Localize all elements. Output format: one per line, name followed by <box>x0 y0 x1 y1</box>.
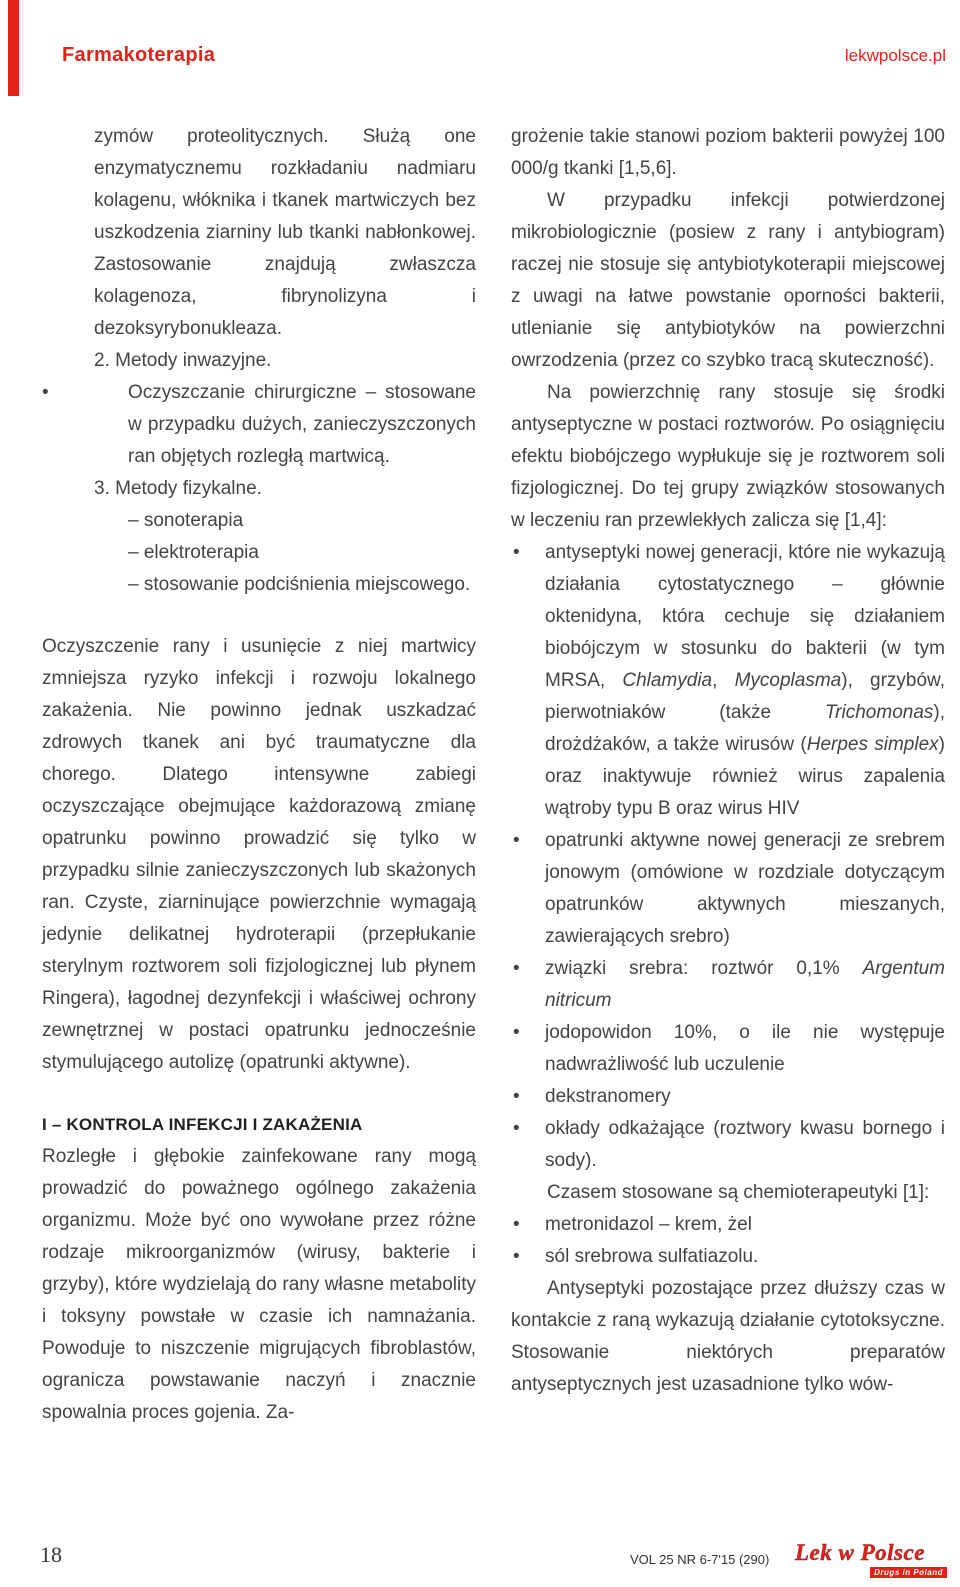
dash-item: – stosowanie podciśnienia miejscowego. <box>128 574 471 595</box>
paragraph: Czasem stosowane są chemioterapeutyki [1]: <box>547 1182 930 1203</box>
bullet-item: • Oczyszczanie chirurgiczne – stosowane w przypadku dużych, zanieczyszczonych ran objętych rozległą martwicą. <box>42 377 476 473</box>
logo-wordmark: Lek w Polsce <box>795 1540 925 1565</box>
bullet-item: • opatrunki aktywne nowej generacji ze srebrem jonowym (omówione w rozdziale dotyczącym opatrunków aktywnych mieszanych, zawierających srebro) <box>511 825 945 953</box>
publication-logo <box>795 1540 947 1580</box>
dash-item: – elektroterapia <box>128 542 259 563</box>
paragraph: Na powierzchnię rany stosuje się środki antyseptyczne w postaci roztworów. Po osiągnięciu efektu biobójczego wypłukuje się je roztworem soli fizjologicznej. Do tej grupy związków stosowanych w leczeniu ran przewlekłych zalicza się [1,4]: <box>511 382 945 531</box>
volume-info: VOL 25 NR 6-7'15 (290) <box>630 1552 770 1567</box>
bullet-item: • sól srebrowa sulfatiazolu. <box>511 1241 945 1273</box>
paragraph: Rozległe i głębokie zainfekowane rany mogą prowadzić do poważnego ogólnego zakażenia organizmu. Może być ono wywołane przez różne rodzaje mikroorganizmów (wirusy, bakterie i grzyby), które wydzielają do rany własne metabolity i toksyny powstałe w czasie ich namnażania. Powoduje to niszczenie migrujących fibroblastów, ogranicza powstawanie naczyń i znacznie spowalnia proces gojenia. Za- <box>42 1146 476 1423</box>
paragraph: grożenie takie stanowi poziom bakterii powyżej 100 000/g tkanki [1,5,6]. <box>511 126 945 179</box>
section-title: Farmakoterapia <box>62 44 216 66</box>
bullet-item: • związki srebra: roztwór 0,1% Argentum nitricum <box>511 953 945 1017</box>
right-column <box>511 121 945 1401</box>
bullet-item: • antyseptyki nowej generacji, które nie wykazują działania cytostatycznego – głównie oktenidyna, która cechuje się działaniem biobójczym w stosunku do bakterii (w tym MRSA, Chlamydia, Mycoplasma), grzybów, pierwotniaków (także Trichomonas), drożdżaków, a także wirusów (Herpes simplex) oraz inaktywuje również wirus zapalenia wątroby typu B oraz wirus HIV <box>511 537 945 825</box>
section-heading: I – KONTROLA INFEKCJI I ZAKAŻENIA <box>42 1115 363 1134</box>
paragraph: Antyseptyki pozostające przez dłuższy czas w kontakcie z raną wykazują działanie cytotoksyczne. Stosowanie niektórych preparatów antyseptycznych jest uzasadnione tylko wów- <box>511 1278 945 1395</box>
site-url[interactable]: lekwpolsce.pl <box>844 46 946 65</box>
paragraph: zymów proteolitycznych. Służą one enzymatycznemu rozkładaniu nadmiaru kolagenu, włóknika i tkanek martwiczych bez uszkodzenia ziarniny lub tkanki nabłonkowej. Zastosowanie znajdują zwłaszcza kolagenoza, fibrynolizyna i dezoksyrybonukleaza. <box>94 126 476 339</box>
paragraph: Oczyszczenie rany i usunięcie z niej martwicy zmniejsza ryzyko infekcji i rozwoju lokalnego zakażenia. Nie powinno jednak uszkadzać zdrowych tkanek ani być traumatyczne dla chorego. Dlatego intensywne zabiegi oczyszczające obejmujące każdorazową zmianę opatrunku powinno prowadzić się tylko w przypadku silnie zanieczyszczonych lub skażonych ran. Czyste, ziarninujące powierzchnie wymagają jedynie delikatnej hydroterapii (przepłukanie sterylnym roztworem soli fizjologicznej lub płynem Ringera), łagodnej dezynfekcji i właściwej ochrony zewnętrznej w postaci opatrunku jednocześnie stymulującego autolizę (opatrunki aktywne). <box>42 636 476 1073</box>
bullet-item: • okłady odkażające (roztwory kwasu bornego i sody). <box>511 1113 945 1177</box>
dash-item: – sonoterapia <box>128 510 244 531</box>
bullet-item: • jodopowidon 10%, o ile nie występuje nadwrażliwość lub uczulenie <box>511 1017 945 1081</box>
logo-subtitle: Drugs in Poland <box>870 1567 947 1578</box>
left-column <box>42 121 476 1429</box>
paragraph: W przypadku infekcji potwierdzonej mikrobiologicznie (posiew z rany i antybiogram) raczej nie stosuje się antybiotykoterapii miejscowej z uwagi na łatwe powstanie oporności bakterii, utlenianie się antybiotyków na powierzchni owrzodzenia (przez co szybko tracą skuteczność). <box>511 190 945 371</box>
bullet-item: • dekstranomery <box>511 1081 945 1113</box>
bullet-item: • metronidazol – krem, żel <box>511 1209 945 1241</box>
page-number: 18 <box>40 1542 62 1567</box>
header-accent-bar <box>8 0 19 96</box>
numbered-item: 3. Metody fizykalne. <box>94 478 262 499</box>
numbered-item: 2. Metody inwazyjne. <box>94 350 272 371</box>
